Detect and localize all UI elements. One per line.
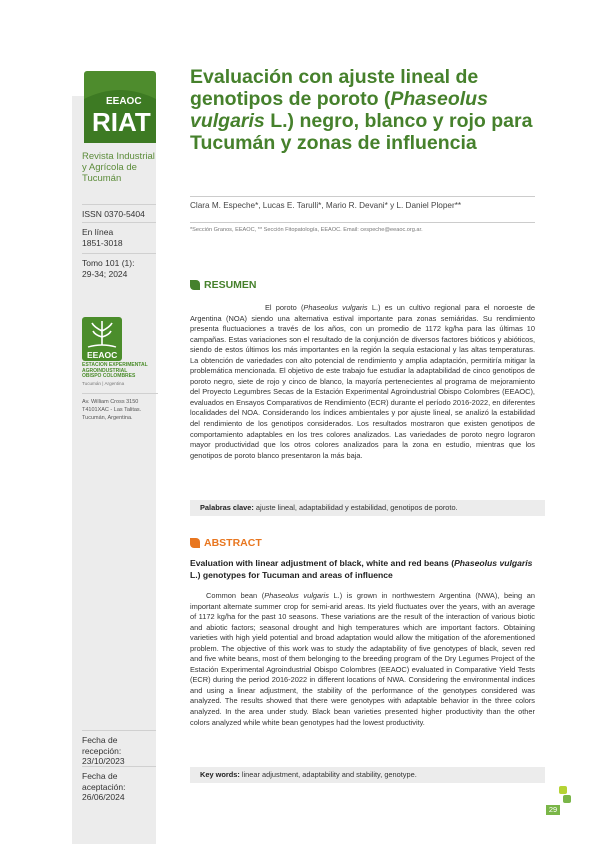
resumen-body: [190, 303, 535, 461]
resumen-text-2: L.) es un cultivo regional para el noroeste de Argentina (NOA) siendo una alternativa estival importante para zonas semiáridas. Su rendimiento presenta fluctuaciones a través de los años, con un promedio de 1172 kg/ha para las últimas 10 campañas. Estas variaciones son el resultado de la conjunción de diversos factores bióticos y abióticos, siendo de estos últimos los más importantes en la región la sequía estacional y las altas temperaturas. La obtención de variedades con alto potencial de rendimiento y amplia adaptación, permitiría mitigar la problemática mencionada. El objetivo de este trabajo fue estudiar la adaptabilidad de cinco genotipos de poroto negro, siete de rojo y cinco de blanco, la mayoría pertenecientes al programa de mejoramiento del Proyecto Legumbres Secas de la Estación Experimental Agroindustrial Obispo Colombres (EEAOC), evaluados en Ensayos Comparativos de Rendimiento (ECR) durante el período 2016-2022, en diferentes localidades del NOA. Considerando los índices ambientales y por ajuste lineal, se analizó la estabilidad del rendimiento de los genotipos considerados. Los resultados mostraron que existen genotipos de comportamiento adaptables en los tres colores analizados. Las variedades de poroto negro lograron mayor productividad que los otros colores analizados para la zona en estudio, mientras que los genotipos de poroto blanco presentaron la más baja.: [190, 303, 535, 460]
english-title: [190, 557, 535, 581]
key-words-text: linear adjustment, adaptability and stability, genotype.: [239, 770, 417, 779]
eeaoc-location: Tucumán | Argentina: [82, 381, 125, 386]
title-part-2: L.) negro, blanco y rojo para Tucumán y zonas de influencia: [190, 110, 533, 154]
eeaoc-logo-text: EEAOC: [87, 350, 118, 360]
en-title-part-1: Evaluation with linear adjustment of black, white and red beans (: [190, 558, 455, 568]
online-label: En línea: [82, 227, 114, 237]
key-words-box: [190, 767, 545, 783]
resumen-square-icon: [190, 280, 200, 290]
title-species: Phaseolus vulgaris: [190, 88, 488, 132]
received-label: Fecha de recepción:: [82, 735, 122, 756]
eeaoc-full-name: [82, 363, 160, 380]
abstract-body: [190, 591, 535, 728]
resumen-heading: [190, 279, 257, 291]
address-line-3: Tucumán, Argentina.: [82, 415, 133, 421]
received-date: 23/10/2023: [82, 756, 125, 766]
abstract-species: Phaseolus vulgaris: [264, 591, 329, 600]
address-line-2: T4101XAC - Las Talitas.: [82, 407, 142, 413]
abstract-text-1: Common bean (: [206, 591, 265, 600]
logo-riat-text: RIAT: [92, 107, 151, 137]
palabras-clave-box: [190, 500, 545, 516]
key-words-label: Key words:: [200, 770, 240, 779]
en-title-species: Phaseolus vulgaris: [454, 558, 533, 568]
online-issn: 1851-3018: [82, 237, 123, 248]
accepted-date: 26/06/2024: [82, 792, 125, 802]
address-line-1: Av. William Cross 3150: [82, 399, 139, 405]
article-title: [190, 66, 535, 154]
volume-text: Tomo 101 (1):: [82, 258, 135, 268]
address-block: [82, 393, 158, 422]
eeaoc-line-3: OBISPO COLOMBRES: [82, 373, 136, 380]
accepted-label: Fecha de aceptación:: [82, 771, 126, 792]
riat-logo: [84, 71, 156, 143]
accepted-block: [82, 766, 156, 803]
palabras-clave-label: Palabras clave:: [200, 503, 254, 512]
en-title-part-2: L.) genotypes for Tucuman and areas of influence: [190, 570, 393, 580]
title-part-1: Evaluación con ajuste lineal de genotipos de poroto (: [190, 66, 479, 110]
volume-block: [82, 253, 156, 279]
abstract-square-icon: [190, 538, 200, 548]
online-issn-block: [82, 222, 156, 248]
issn-text: ISSN 0370-5404: [82, 209, 145, 219]
pages-year-text: 29-34; 2024: [82, 268, 128, 279]
resumen-text-1: El poroto (: [265, 303, 304, 312]
palabras-clave-text: ajuste lineal, adaptabilidad y estabilidad, genotipos de poroto.: [253, 503, 458, 512]
received-block: [82, 730, 156, 767]
resumen-heading-text: RESUMEN: [204, 279, 257, 291]
eeaoc-line-2: AGROINDUSTRIAL: [82, 367, 128, 374]
authors-line: Clara M. Espeche*, Lucas E. Tarulli*, Mario R. Devani* y L. Daniel Ploper**: [190, 196, 535, 210]
eeaoc-logo: [82, 317, 122, 361]
eeaoc-line-1: ESTACION EXPERIMENTAL: [82, 362, 148, 368]
page-number: 29: [546, 805, 560, 815]
issn-block: [82, 204, 156, 220]
abstract-heading-text: ABSTRACT: [204, 537, 262, 549]
abstract-text-2: L.) is grown in northwestern Argentina (NWA), being an important alternate summer crop for semi-arid areas. Its yield fluctuates over the years, with an average of 1172 kg/ha for the past 10 seasons. These variations are the result of the interaction of various biotic and abiotic factors; seasonal drought and high temperatures which are important factors. Obtaining varieties with high yield potential and broad adaptation would allow the mitigation of the aforementioned problem. The objective of this work was to study the adaptability of five genotypes of black, seven red and five white beans, most of them belonging to the breeding program of the Dry Legumes Project of the Estación Experimental Agroindustrial Obispo Colombres (EEAOC) evaluated in Comparative Yield Tests (ECR) during the period 2016-2022 in different locations of NWA. Considering the environmental indices and using a linear adjustment, the stability of the performance of the genotypes considered was analyzed. The results showed that there were genotypes with adaptable behavior in the three colors analyzed. In the area under study. Black bean varieties presented higher productivity than the other colors analyzed while white bean genotypes had the lowest productivity.: [190, 591, 535, 727]
affiliation-line: *Sección Granos, EEAOC, ** Sección Fitopatología, EEAOC. Email: cespeche@eeaoc.org.ar.: [190, 222, 535, 233]
abstract-heading: [190, 537, 262, 549]
journal-name: Revista Industrial y Agrícola de Tucumán: [82, 151, 155, 184]
logo-eeaoc-text: EEAOC: [106, 96, 142, 107]
resumen-species: Phaseolus vulgaris: [303, 303, 368, 312]
